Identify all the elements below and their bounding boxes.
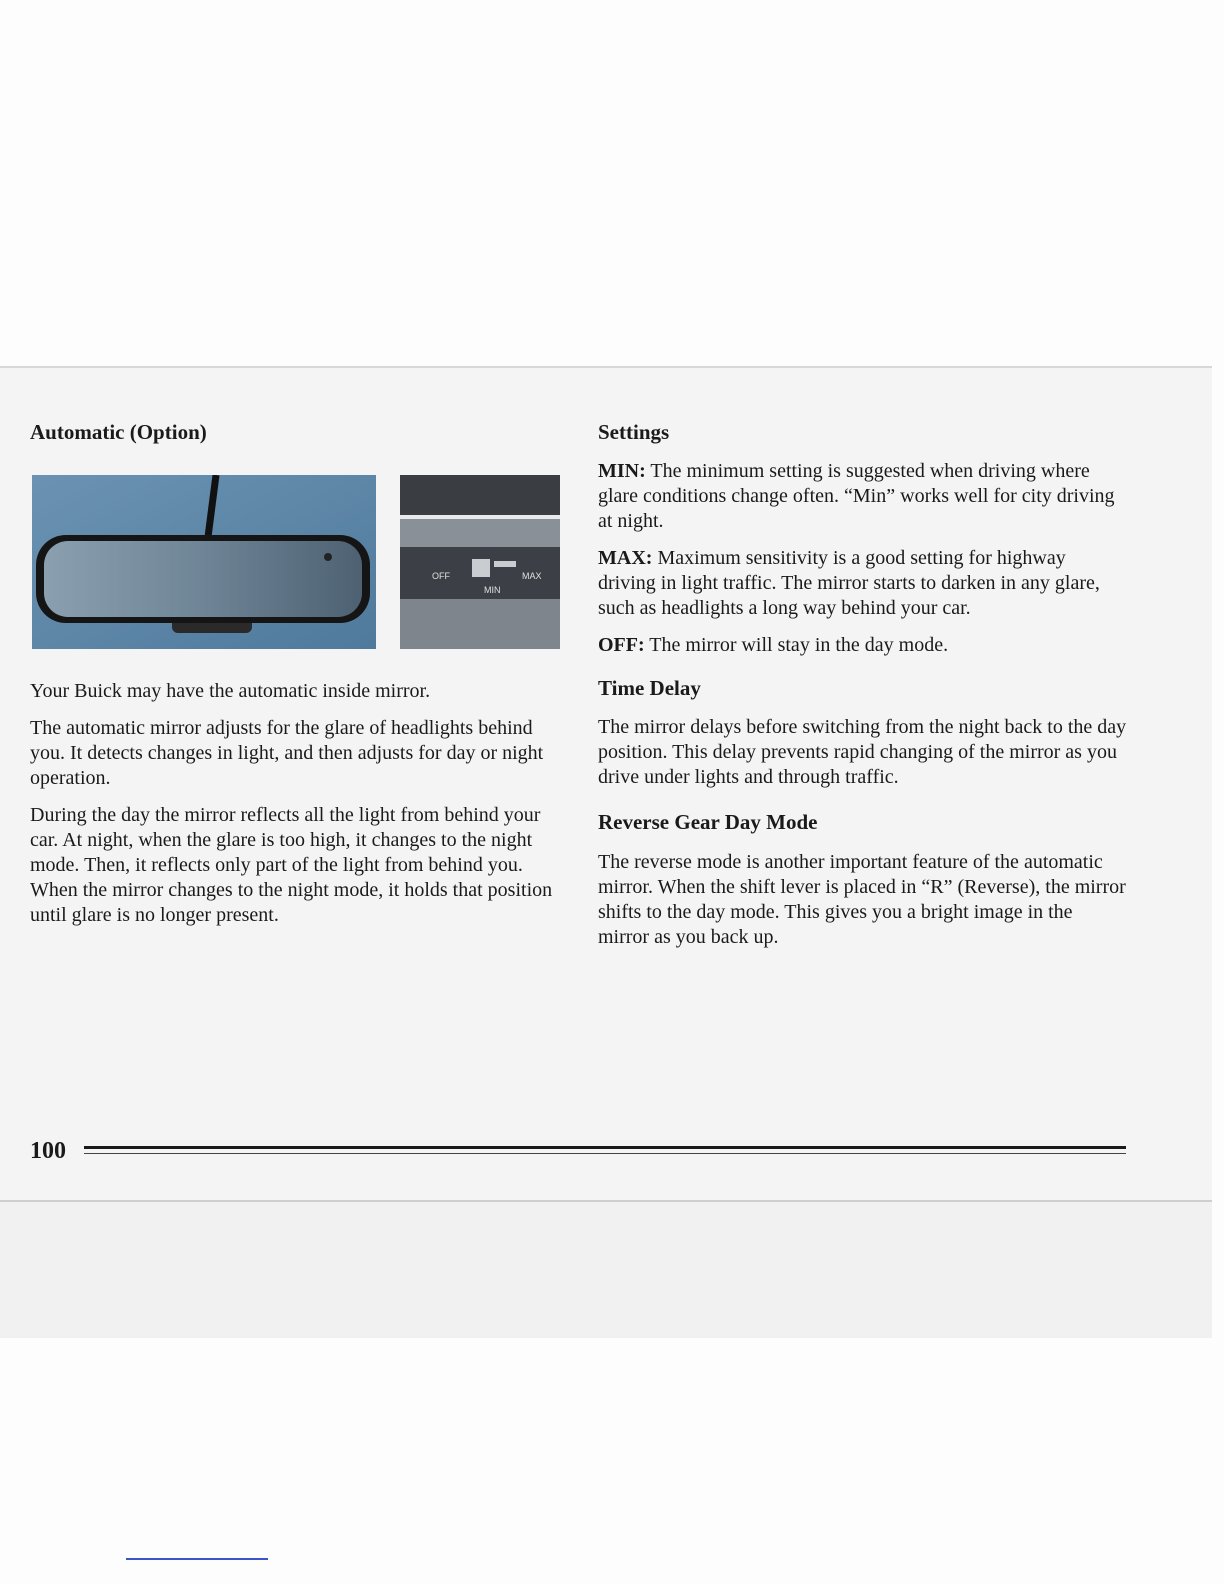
- bottom-link-underline[interactable]: [126, 1558, 268, 1560]
- footer-rule-thick: [84, 1146, 1126, 1149]
- off-text: The mirror will stay in the day mode.: [644, 634, 949, 657]
- off-label: OFF:: [598, 634, 645, 657]
- min-text: The minimum setting is suggested when driving where glare conditions change often. “Min” works well for city driving at night.: [598, 460, 1115, 533]
- max-text: Maximum sensitivity is a good setting for highway driving in light traffic. The mirror starts to darken in any glare, such as headlights a long way behind your car.: [598, 547, 1100, 620]
- mirror-photos: [30, 475, 560, 651]
- band-top-edge: [0, 366, 1212, 368]
- switch-off-label: OFF: [432, 571, 450, 582]
- adjust-paragraph: The automatic mirror adjusts for the glare of headlights behind you. It detects changes in light, and then adjusts for day or night operation.: [30, 717, 544, 790]
- band-bottom: [0, 1200, 1212, 1338]
- reverse-gear-heading: Reverse Gear Day Mode: [598, 810, 818, 835]
- mirror-switch-photo: [400, 475, 560, 649]
- right-column: [598, 420, 1128, 962]
- reverse-gear-paragraph: The reverse mode is another important feature of the automatic mirror. When the shift lever is placed in “R” (Reverse), the mirror shifts to the day mode. This gives you a bright image in the mirror as you back up.: [598, 850, 1126, 948]
- time-delay-heading: Time Delay: [598, 676, 701, 701]
- page-number: 100: [30, 1138, 66, 1164]
- left-column: [30, 420, 560, 940]
- switch-max-label: MAX: [522, 571, 542, 582]
- day-night-paragraph: During the day the mirror reflects all the light from behind your car. At night, when the glare is too high, it changes to the night mode. Then, it reflects only part of the light from behind you. When the mirror changes to the night mode, it holds that position until glare is no longer present.: [30, 804, 553, 927]
- intro-paragraph: Your Buick may have the automatic inside mirror.: [30, 680, 431, 703]
- min-setting: [598, 459, 1128, 534]
- off-setting: [598, 633, 1128, 658]
- settings-heading: Settings: [598, 420, 670, 444]
- footer-rule-thin: [84, 1153, 1126, 1154]
- max-setting: [598, 546, 1128, 621]
- switch-min-label: MIN: [484, 585, 501, 596]
- time-delay-paragraph: The mirror delays before switching from the night back to the day position. This delay prevents rapid changing of the mirror as you drive under lights and through traffic.: [598, 716, 1127, 789]
- min-label: MIN:: [598, 460, 646, 483]
- band-separator: [0, 1200, 1212, 1202]
- automatic-option-heading: Automatic (Option): [30, 420, 207, 444]
- max-label: MAX:: [598, 547, 653, 570]
- mirror-photo: [32, 475, 376, 649]
